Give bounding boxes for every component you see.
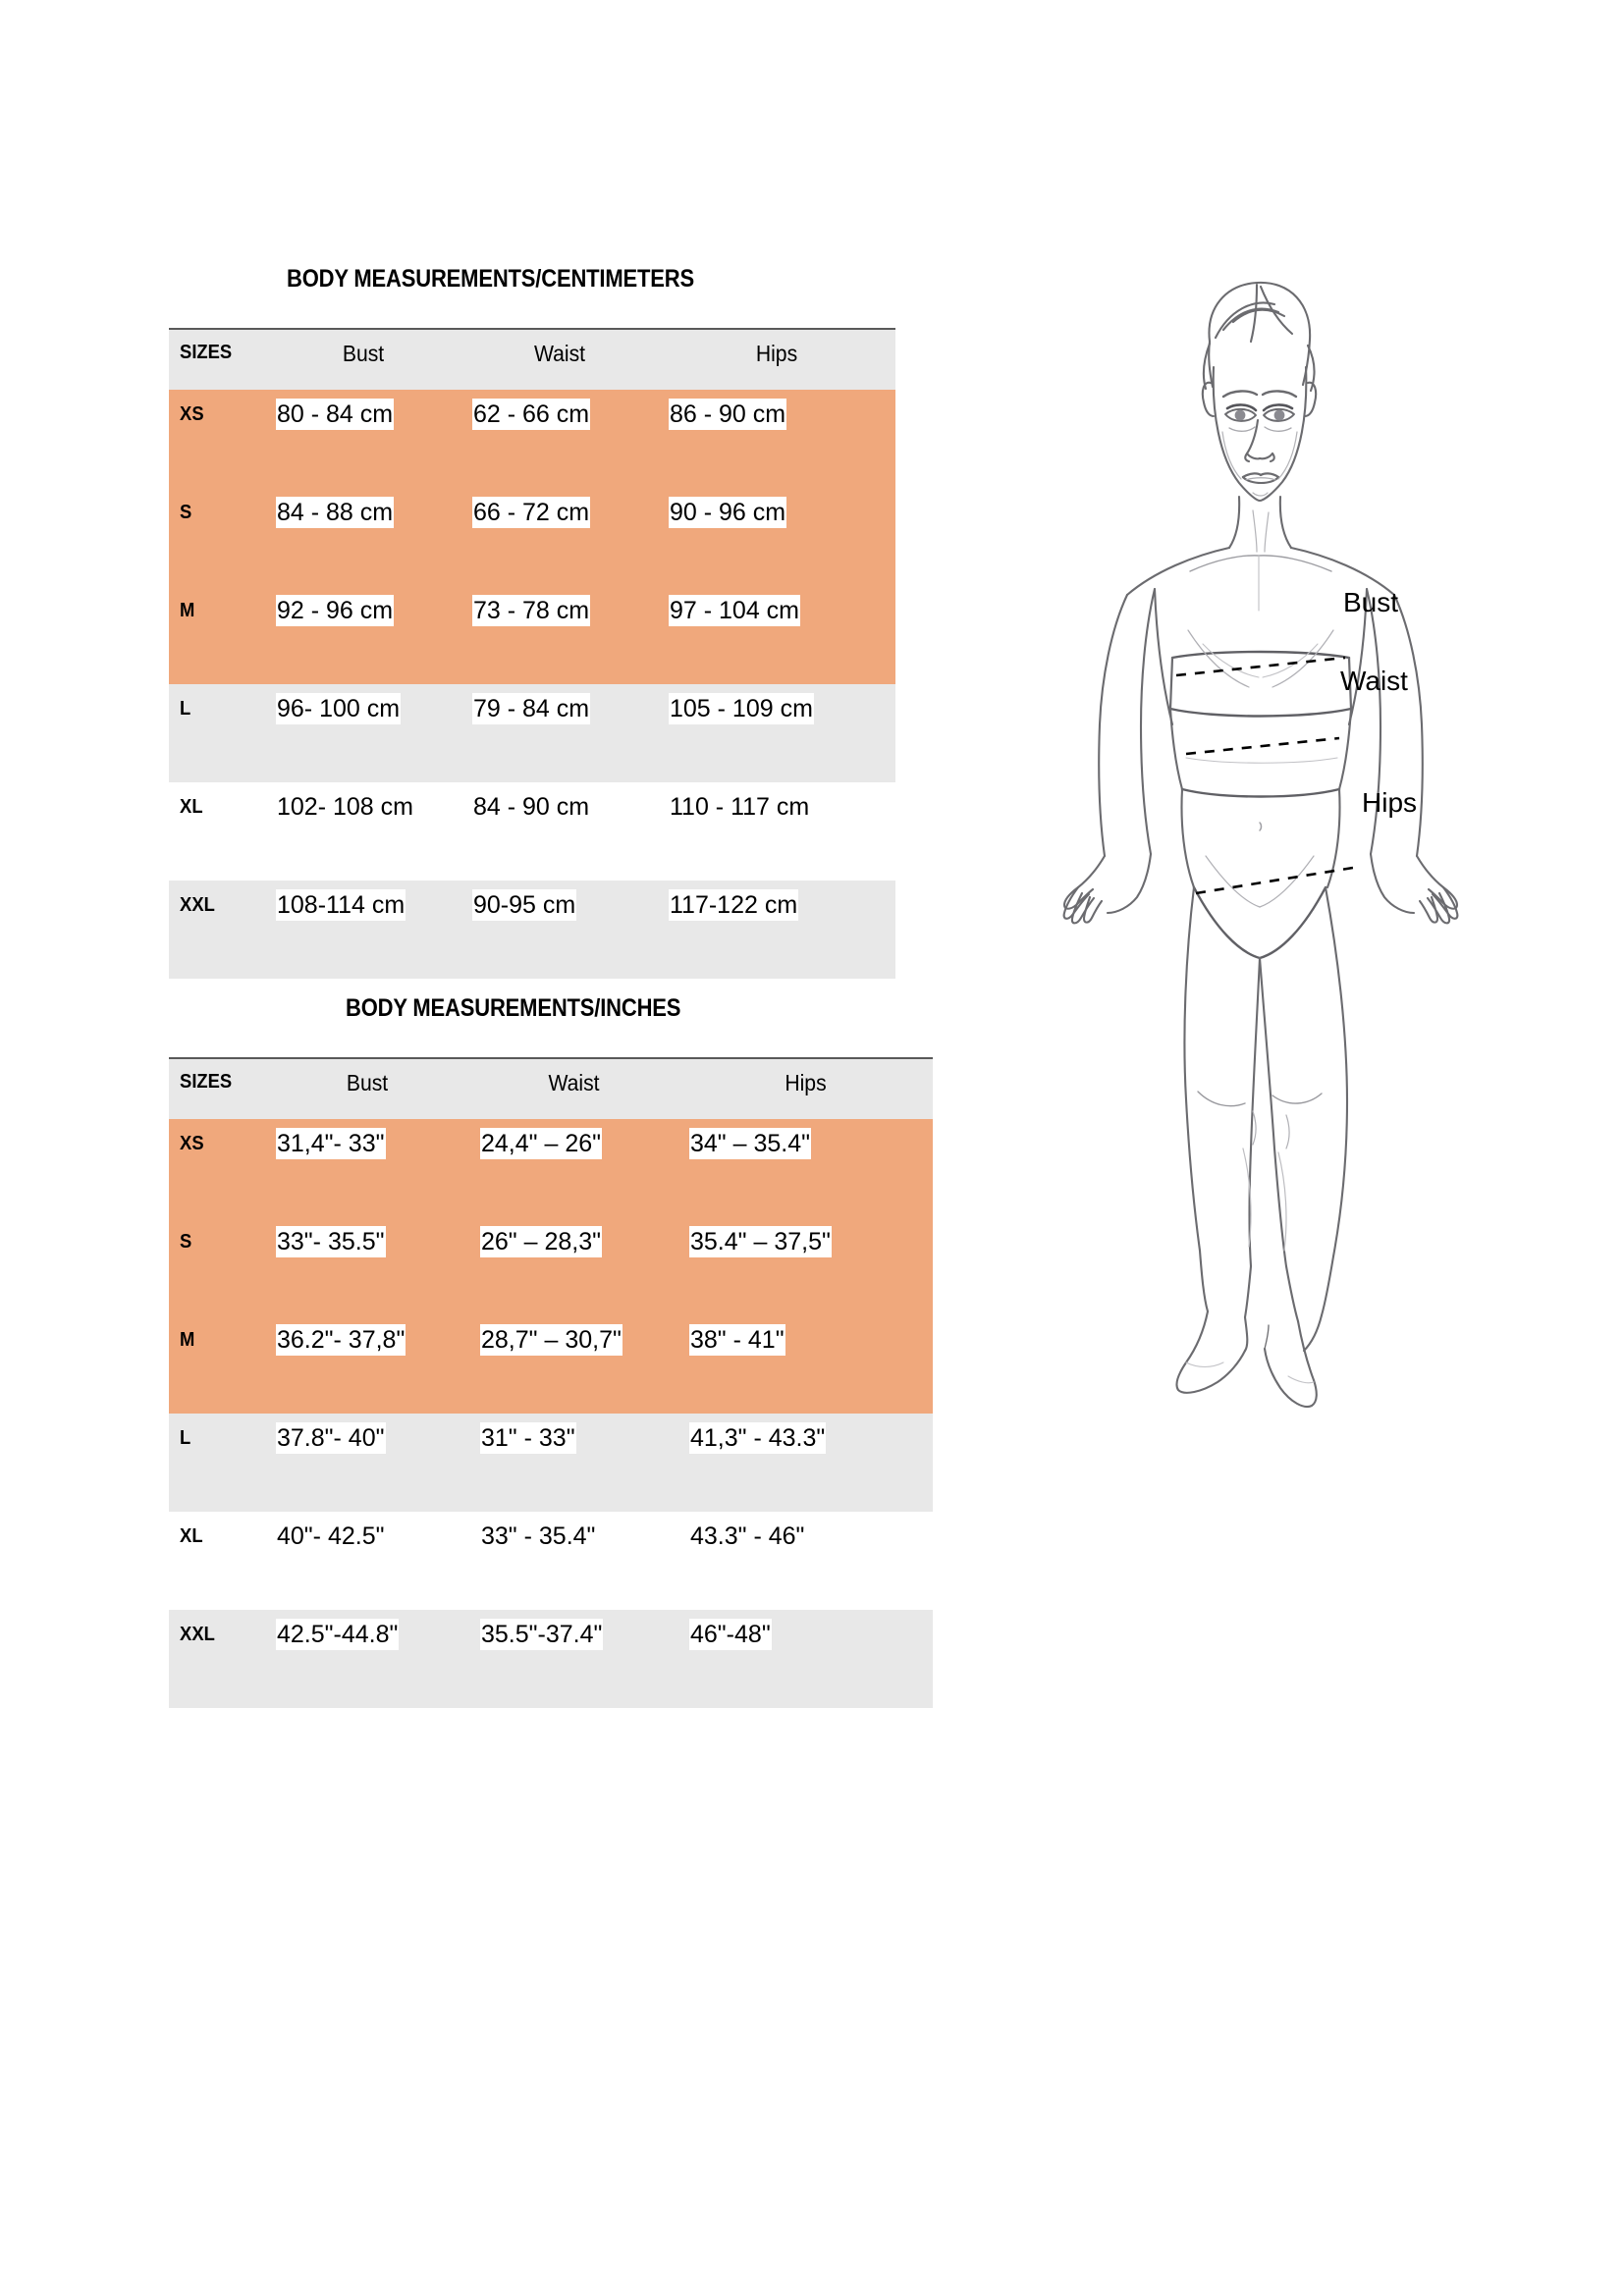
row-size-cell <box>169 881 265 979</box>
row-size-cell <box>169 1119 265 1217</box>
table-row <box>169 1315 933 1414</box>
row-waist-cell <box>469 1315 678 1414</box>
table-row <box>169 586 895 684</box>
row-bust-cell <box>265 684 461 782</box>
measurement-value: 84 - 88 cm <box>277 499 394 526</box>
header-label-hips: Hips <box>755 341 798 366</box>
row-bust-cell <box>265 488 461 586</box>
row-bust-cell <box>265 881 461 979</box>
row-hips-cell <box>658 684 895 782</box>
measurement-value: 73 - 78 cm <box>473 597 590 624</box>
table-row <box>169 1119 933 1217</box>
row-hips-cell <box>658 390 895 488</box>
row-size-cell <box>169 1610 265 1708</box>
measurement-value: 105 - 109 cm <box>670 695 813 722</box>
table-header-row <box>169 1058 933 1119</box>
row-hips-cell <box>658 881 895 979</box>
inches-size-table <box>169 1057 933 1708</box>
measurement-value: 33"- 35.5" <box>277 1228 385 1255</box>
row-size-cell <box>169 1414 265 1512</box>
row-bust-cell <box>265 1512 469 1610</box>
row-hips-cell <box>678 1119 933 1217</box>
header-label-bust: Bust <box>346 1070 389 1095</box>
centimeters-table-title: BODY MEASUREMENTS/CENTIMETERS <box>287 265 694 293</box>
measurement-value: 31" - 33" <box>481 1424 575 1452</box>
table-row <box>169 1217 933 1315</box>
row-bust-cell <box>265 1315 469 1414</box>
measurement-value: 26" – 28,3" <box>481 1228 602 1255</box>
measurement-value: 35.5"-37.4" <box>481 1621 603 1648</box>
row-size-cell <box>169 1217 265 1315</box>
table-row <box>169 390 895 488</box>
centimeters-size-table <box>169 328 895 979</box>
measurement-value: 79 - 84 cm <box>473 695 590 722</box>
measurement-value: 24,4" – 26" <box>481 1130 602 1157</box>
bust-leader-line <box>1176 658 1345 675</box>
header-label-bust: Bust <box>342 341 385 366</box>
row-waist-cell <box>461 881 658 979</box>
table-row <box>169 782 895 881</box>
measurement-value: 36.2"- 37,8" <box>277 1326 406 1354</box>
row-hips-cell <box>678 1217 933 1315</box>
header-cell-hips <box>678 1058 933 1119</box>
measurement-value: 90-95 cm <box>473 891 576 919</box>
measurement-value: 37.8"- 40" <box>277 1424 385 1452</box>
row-size-cell <box>169 1315 265 1414</box>
row-size-cell <box>169 488 265 586</box>
row-waist-cell <box>461 390 658 488</box>
row-hips-cell <box>678 1512 933 1610</box>
header-label-sizes: SIZES <box>180 342 233 363</box>
size-label: XS <box>180 403 204 425</box>
row-waist-cell <box>469 1414 678 1512</box>
header-label-hips: Hips <box>785 1070 827 1095</box>
measurement-value: 108-114 cm <box>277 891 406 919</box>
measurement-value: 40"- 42.5" <box>277 1522 385 1550</box>
row-size-cell <box>169 782 265 881</box>
size-label: XXL <box>180 1624 215 1645</box>
header-cell-bust <box>265 1058 469 1119</box>
row-hips-cell <box>658 488 895 586</box>
measurement-value: 110 - 117 cm <box>670 793 810 821</box>
measurement-value: 102- 108 cm <box>277 793 413 821</box>
measurement-value: 34" – 35.4" <box>690 1130 811 1157</box>
row-size-cell <box>169 684 265 782</box>
header-cell-hips <box>658 329 895 390</box>
row-size-cell <box>169 1512 265 1610</box>
row-hips-cell <box>678 1610 933 1708</box>
table-header-row <box>169 329 895 390</box>
header-label-waist: Waist <box>533 341 586 366</box>
body-figure-illustration <box>962 265 1551 1541</box>
waist-measurement-label: Waist <box>1340 666 1408 696</box>
measurement-value: 92 - 96 cm <box>277 597 394 624</box>
measurement-value: 38" - 41" <box>690 1326 785 1354</box>
measurement-value: 117-122 cm <box>670 891 798 919</box>
row-waist-cell <box>469 1610 678 1708</box>
row-size-cell <box>169 586 265 684</box>
measurement-value: 31,4"- 33" <box>277 1130 385 1157</box>
header-cell-bust <box>265 329 461 390</box>
inches-table-title: BODY MEASUREMENTS/INCHES <box>346 994 681 1022</box>
size-label: XL <box>180 1525 203 1547</box>
row-hips-cell <box>678 1414 933 1512</box>
row-bust-cell <box>265 1414 469 1512</box>
table-row <box>169 1512 933 1610</box>
row-bust-cell <box>265 1217 469 1315</box>
bust-measurement-label: Bust <box>1343 587 1399 617</box>
row-bust-cell <box>265 1610 469 1708</box>
measurement-value: 86 - 90 cm <box>670 400 786 428</box>
waist-leader-line <box>1186 738 1339 754</box>
size-label: XXL <box>180 894 215 916</box>
row-waist-cell <box>469 1217 678 1315</box>
size-label: S <box>180 1231 192 1253</box>
row-waist-cell <box>461 684 658 782</box>
header-label-waist: Waist <box>548 1070 600 1095</box>
table-row <box>169 1610 933 1708</box>
measurement-value: 43.3" - 46" <box>690 1522 805 1550</box>
table-row <box>169 881 895 979</box>
row-hips-cell <box>658 586 895 684</box>
row-waist-cell <box>461 586 658 684</box>
row-bust-cell <box>265 390 461 488</box>
measurement-value: 35.4" – 37,5" <box>690 1228 831 1255</box>
female-figure-sketch <box>962 265 1551 1541</box>
measurement-value: 90 - 96 cm <box>670 499 786 526</box>
measurement-value: 33" - 35.4" <box>481 1522 596 1550</box>
row-size-cell <box>169 390 265 488</box>
table-row <box>169 1414 933 1512</box>
row-bust-cell <box>265 782 461 881</box>
size-label: XS <box>180 1133 204 1154</box>
measurement-value: 66 - 72 cm <box>473 499 590 526</box>
row-waist-cell <box>469 1119 678 1217</box>
header-cell-sizes <box>169 329 265 390</box>
header-cell-waist <box>461 329 658 390</box>
measurement-value: 46"-48" <box>690 1621 771 1648</box>
measurement-value: 62 - 66 cm <box>473 400 590 428</box>
header-cell-sizes <box>169 1058 265 1119</box>
size-label: M <box>180 1329 195 1351</box>
row-bust-cell <box>265 586 461 684</box>
hips-measurement-label: Hips <box>1362 787 1418 818</box>
header-cell-waist <box>469 1058 678 1119</box>
measurement-value: 84 - 90 cm <box>473 793 590 821</box>
size-label: S <box>180 502 192 523</box>
measurement-value: 42.5"-44.8" <box>277 1621 399 1648</box>
row-waist-cell <box>469 1512 678 1610</box>
measurement-value: 80 - 84 cm <box>277 400 394 428</box>
measurement-value: 28,7" – 30,7" <box>481 1326 622 1354</box>
measurement-value: 41,3" - 43.3" <box>690 1424 826 1452</box>
row-waist-cell <box>461 488 658 586</box>
measurement-value: 96- 100 cm <box>277 695 401 722</box>
size-label: L <box>180 1427 191 1449</box>
header-label-sizes: SIZES <box>180 1071 233 1093</box>
size-label: M <box>180 600 195 621</box>
size-label: XL <box>180 796 203 818</box>
table-row <box>169 684 895 782</box>
row-hips-cell <box>678 1315 933 1414</box>
size-label: L <box>180 698 191 720</box>
row-hips-cell <box>658 782 895 881</box>
row-bust-cell <box>265 1119 469 1217</box>
table-row <box>169 488 895 586</box>
row-waist-cell <box>461 782 658 881</box>
measurement-value: 97 - 104 cm <box>670 597 800 624</box>
